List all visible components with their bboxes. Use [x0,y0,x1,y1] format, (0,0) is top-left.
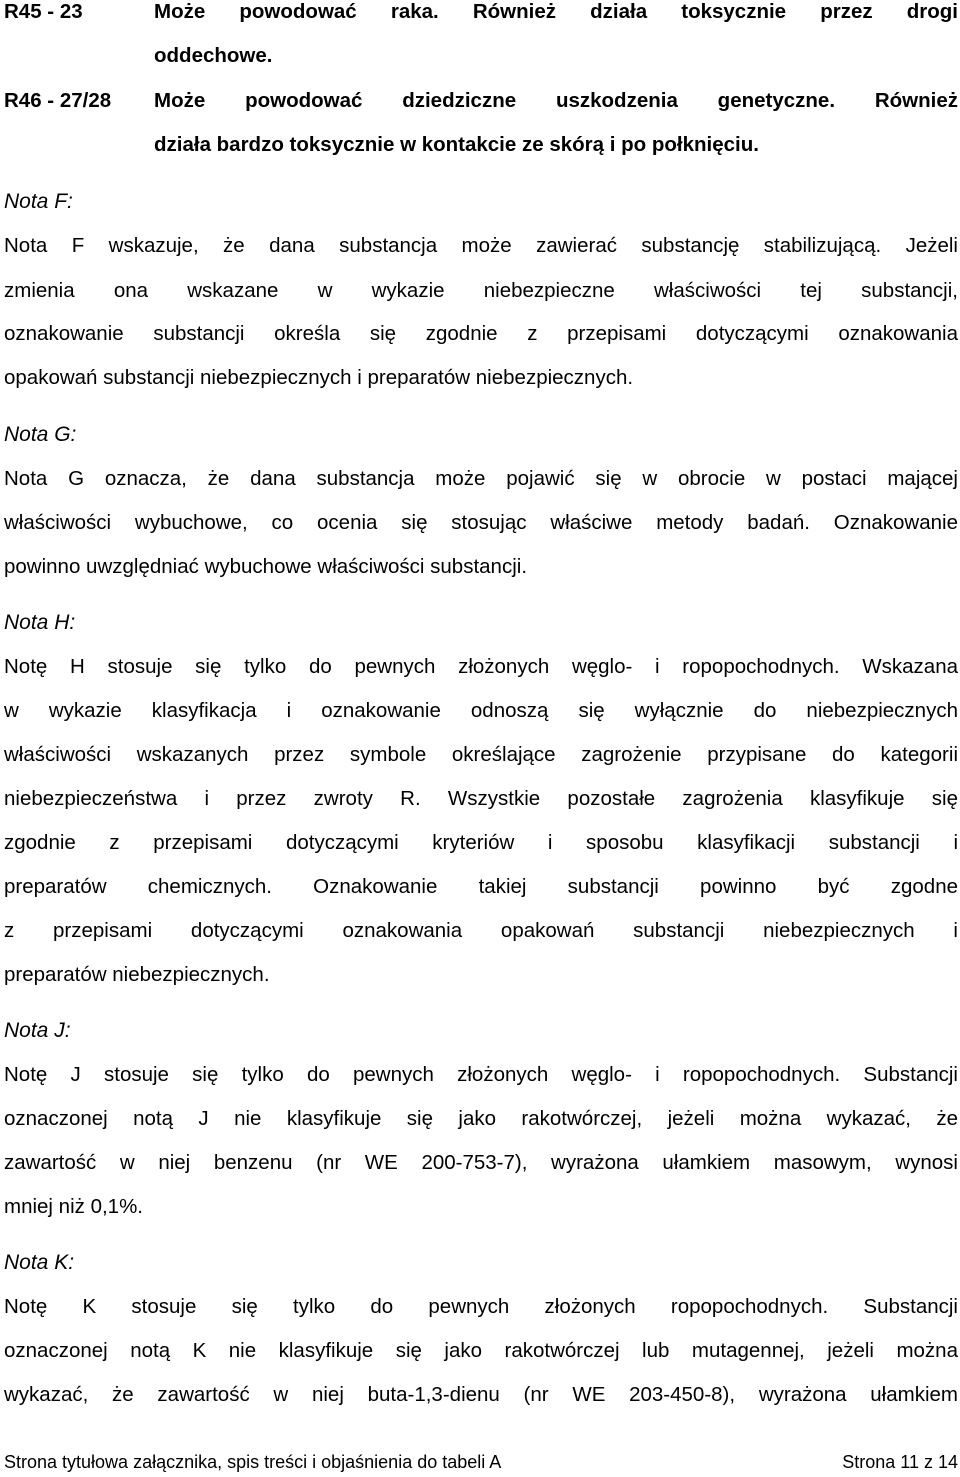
nota-f-heading: Nota F: [4,190,73,213]
nota-f-line: oznakowanie substancji określa się zgodnie z przepisami dotyczącymi oznakowania [4,322,958,345]
nota-g-line: powinno uwzględniać wybuchowe właściwości substancji. [4,555,528,578]
nota-k-line: oznaczonej notą K nie klasyfikuje się jako rakotwórczej lub mutagennej, jeżeli można [4,1339,958,1362]
r-phrase-text-line: oddechowe. [154,44,273,67]
nota-k-heading: Nota K: [4,1251,75,1274]
nota-g-line: właściwości wybuchowe, co ocenia się stosując właściwe metody badań. Oznakowanie [4,511,958,534]
nota-h-heading: Nota H: [4,611,76,634]
nota-h-line: preparatów niebezpiecznych. [4,963,270,986]
nota-k-line: wykazać, że zawartość w niej buta-1,3-dienu (nr WE 203-450-8), wyrażona ułamkiem [4,1383,958,1406]
nota-h-line: zgodnie z przepisami dotyczącymi kryteriów i sposobu klasyfikacji substancji i [4,831,958,854]
nota-j-heading: Nota J: [4,1019,71,1042]
nota-f-line: zmienia ona wskazane w wykazie niebezpieczne właściwości tej substancji, [4,279,958,302]
nota-g-line: Nota G oznacza, że dana substancja może pojawić się w obrocie w postaci mającej [4,467,958,490]
nota-h-line: preparatów chemicznych. Oznakowanie takiej substancji powinno być zgodne [4,875,958,898]
nota-j-line: oznaczonej notą J nie klasyfikuje się jako rakotwórczej, jeżeli można wykazać, że [4,1107,958,1130]
r-phrase-text-line: działa bardzo toksycznie w kontakcie ze skórą i po połknięciu. [154,133,759,156]
nota-f-line: opakowań substancji niebezpiecznych i preparatów niebezpiecznych. [4,366,634,389]
nota-h-line: właściwości wskazanych przez symbole określające zagrożenie przypisane do kategorii [4,743,958,766]
r-phrase-text-line: Może powodować raka. Również działa toksycznie przez drogi [154,0,958,23]
nota-f-line: Nota F wskazuje, że dana substancja może zawierać substancję stabilizującą. Jeżeli [4,234,958,257]
nota-h-line: Notę H stosuje się tylko do pewnych złożonych węglo- i ropopochodnych. Wskazana [4,655,958,678]
nota-j-line: mniej niż 0,1%. [4,1195,144,1218]
page-number: Strona 11 z 14 [842,1452,958,1472]
nota-k-line: Notę K stosuje się tylko do pewnych złożonych ropopochodnych. Substancji [4,1295,958,1318]
r-phrase-text-line: Może powodować dziedziczne uszkodzenia genetyczne. Również [154,89,958,112]
footer-section-title: Strona tytułowa załącznika, spis treści i objaśnienia do tabeli A [4,1452,502,1472]
nota-j-line: zawartość w niej benzenu (nr WE 200-753-7), wyrażona ułamkiem masowym, wynosi [4,1151,958,1174]
nota-h-line: z przepisami dotyczącymi oznakowania opakowań substancji niebezpiecznych i [4,919,958,942]
r-phrase-code: R45 - 23 [4,0,83,23]
nota-h-line: niebezpieczeństwa i przez zwroty R. Wszystkie pozostałe zagrożenia klasyfikuje się [4,787,958,810]
r-phrase-code: R46 - 27/28 [4,89,112,112]
nota-h-line: w wykazie klasyfikacja i oznakowanie odnoszą się wyłącznie do niebezpiecznych [4,699,958,722]
nota-j-line: Notę J stosuje się tylko do pewnych złożonych węglo- i ropopochodnych. Substancji [4,1063,958,1086]
nota-g-heading: Nota G: [4,423,77,446]
